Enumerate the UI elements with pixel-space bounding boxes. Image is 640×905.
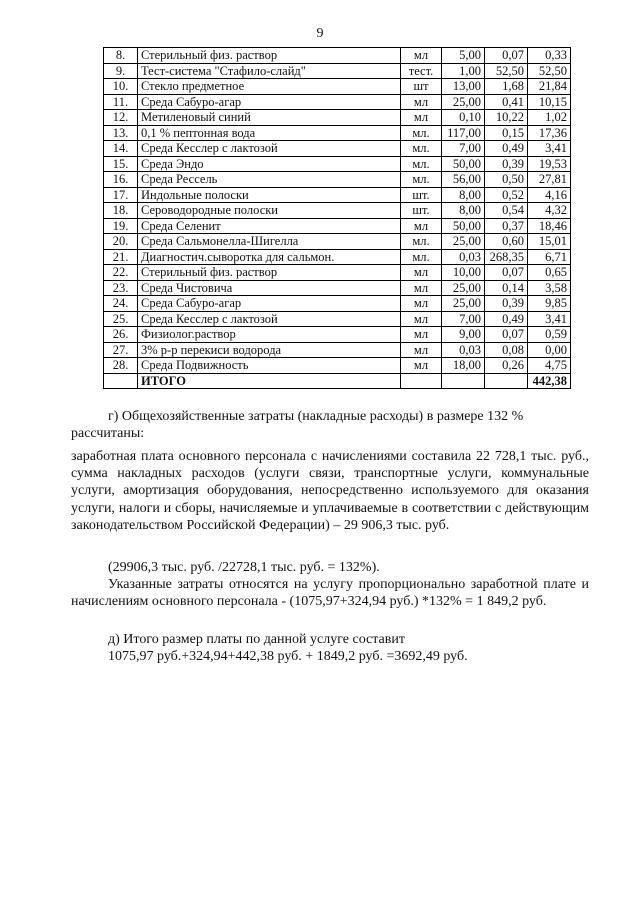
- item-quantity: 25,00: [442, 296, 485, 312]
- item-price: 0,60: [485, 234, 528, 250]
- item-sum: 18,46: [528, 218, 571, 234]
- item-sum: 9,85: [528, 296, 571, 312]
- row-number: 25.: [104, 311, 138, 327]
- item-price: 0,52: [485, 187, 528, 203]
- row-number: 19.: [104, 218, 138, 234]
- item-price: 0,07: [485, 265, 528, 281]
- item-name: 0,1 % пептонная вода: [138, 125, 401, 141]
- item-quantity: 50,00: [442, 218, 485, 234]
- row-number: 15.: [104, 156, 138, 172]
- item-quantity: 1,00: [442, 63, 485, 79]
- item-sum: 0,33: [528, 48, 571, 64]
- table-row: [104, 203, 571, 219]
- item-name: Среда Селенит: [138, 218, 401, 234]
- total-qty-cell: [442, 373, 485, 389]
- item-sum: 3,58: [528, 280, 571, 296]
- item-name: Среда Кесслер с лактозой: [138, 141, 401, 157]
- ratio-text: (29906,3 тыс. руб. /22728,1 тыс. руб. = 132%).: [108, 560, 380, 575]
- item-sum: 10,15: [528, 94, 571, 110]
- table-row: [104, 358, 571, 374]
- item-price: 0,50: [485, 172, 528, 188]
- item-sum: 21,84: [528, 79, 571, 95]
- item-sum: 0,65: [528, 265, 571, 281]
- table-row: [104, 172, 571, 188]
- item-quantity: 50,00: [442, 156, 485, 172]
- salary-text: заработная плата основного персонала с начислениями составила 22 728,1 тыс. руб., сумма накладных расходов (услуги связи, транспортные услуги, коммунальные услуги, амортизация оборудования, непосредственно используемого для оказания услуги, налоги и сборы, начисляемые и уплачиваемые в соответствии с действующим законодательством Российской Федерации) – 29 906,3 тыс. руб.: [71, 449, 589, 533]
- item-price: 268,35: [485, 249, 528, 265]
- item-name: Диагностич.сыворотка для сальмон.: [138, 249, 401, 265]
- item-name: Среда Рессель: [138, 172, 401, 188]
- item-quantity: 0,03: [442, 342, 485, 358]
- item-unit: мл: [401, 342, 442, 358]
- item-quantity: 25,00: [442, 280, 485, 296]
- table-row: [104, 342, 571, 358]
- item-unit: мл.: [401, 125, 442, 141]
- table-row: [104, 218, 571, 234]
- overhead-heading: г) Общехозяйственные затраты (накладные расходы) в размере 132 %: [108, 409, 524, 424]
- ratio-paragraph: [71, 559, 589, 576]
- row-number: 23.: [104, 280, 138, 296]
- row-number: 14.: [104, 141, 138, 157]
- item-name: Сероводородные полоски: [138, 203, 401, 219]
- row-number: 21.: [104, 249, 138, 265]
- row-number: 17.: [104, 187, 138, 203]
- item-price: 0,14: [485, 280, 528, 296]
- item-price: 0,49: [485, 141, 528, 157]
- item-unit: тест.: [401, 63, 442, 79]
- item-sum: 4,32: [528, 203, 571, 219]
- table-row: [104, 141, 571, 157]
- item-quantity: 18,00: [442, 358, 485, 374]
- row-number: 18.: [104, 203, 138, 219]
- item-price: 0,07: [485, 48, 528, 64]
- row-number: 12.: [104, 110, 138, 126]
- allocation-paragraph: [71, 576, 589, 610]
- row-number: 26.: [104, 327, 138, 343]
- item-sum: 17,36: [528, 125, 571, 141]
- item-quantity: 8,00: [442, 203, 485, 219]
- item-unit: мл: [401, 48, 442, 64]
- row-number: 22.: [104, 265, 138, 281]
- item-sum: 52,50: [528, 63, 571, 79]
- page-number: 9: [316, 26, 324, 41]
- item-sum: 19,53: [528, 156, 571, 172]
- item-price: 0,49: [485, 311, 528, 327]
- item-sum: 3,41: [528, 311, 571, 327]
- row-number: 13.: [104, 125, 138, 141]
- table-row: [104, 296, 571, 312]
- total-unit-cell: [401, 373, 442, 389]
- item-quantity: 25,00: [442, 234, 485, 250]
- total-price-cell: [485, 373, 528, 389]
- total-row: [104, 373, 571, 389]
- item-name: Среда Кесслер с лактозой: [138, 311, 401, 327]
- item-unit: шт.: [401, 203, 442, 219]
- item-unit: мл: [401, 311, 442, 327]
- item-unit: мл: [401, 265, 442, 281]
- table-row: [104, 187, 571, 203]
- table-row: [104, 63, 571, 79]
- item-unit: шт: [401, 79, 442, 95]
- item-quantity: 25,00: [442, 94, 485, 110]
- table-row: [104, 234, 571, 250]
- table-row: [104, 125, 571, 141]
- item-price: 1,68: [485, 79, 528, 95]
- item-price: 0,07: [485, 327, 528, 343]
- item-price: 0,26: [485, 358, 528, 374]
- item-unit: мл.: [401, 156, 442, 172]
- item-quantity: 7,00: [442, 311, 485, 327]
- item-unit: мл.: [401, 172, 442, 188]
- item-unit: мл.: [401, 249, 442, 265]
- table-row: [104, 249, 571, 265]
- item-price: 0,37: [485, 218, 528, 234]
- item-quantity: 9,00: [442, 327, 485, 343]
- table-row: [104, 280, 571, 296]
- item-name: 3% р-р перекиси водорода: [138, 342, 401, 358]
- item-name: Стекло предметное: [138, 79, 401, 95]
- item-name: Среда Чистовича: [138, 280, 401, 296]
- item-price: 0,08: [485, 342, 528, 358]
- item-name: Индольные полоски: [138, 187, 401, 203]
- item-price: 10,22: [485, 110, 528, 126]
- table-body: [104, 48, 571, 389]
- item-quantity: 10,00: [442, 265, 485, 281]
- item-sum: 4,75: [528, 358, 571, 374]
- item-name: Тест-система "Стафило-слайд": [138, 63, 401, 79]
- table-row: [104, 327, 571, 343]
- item-price: 0,15: [485, 125, 528, 141]
- item-price: 0,39: [485, 156, 528, 172]
- item-name: Среда Сальмонелла-Шигелла: [138, 234, 401, 250]
- item-sum: 3,41: [528, 141, 571, 157]
- table-row: [104, 48, 571, 64]
- overhead-paragraph: [71, 408, 589, 442]
- total-sum: 442,38: [528, 373, 571, 389]
- item-price: 52,50: [485, 63, 528, 79]
- item-name: Среда Сабуро-агар: [138, 296, 401, 312]
- item-quantity: 13,00: [442, 79, 485, 95]
- row-number: 20.: [104, 234, 138, 250]
- item-price: 0,39: [485, 296, 528, 312]
- item-unit: мл: [401, 280, 442, 296]
- item-name: Метиленовый синий: [138, 110, 401, 126]
- table-row: [104, 156, 571, 172]
- row-number: 16.: [104, 172, 138, 188]
- item-sum: 0,00: [528, 342, 571, 358]
- item-sum: 6,71: [528, 249, 571, 265]
- row-number: 8.: [104, 48, 138, 64]
- total-formula-text: 1075,97 руб.+324,94+442,38 руб. + 1849,2 руб. =3692,49 руб.: [108, 649, 468, 664]
- item-name: Среда Сабуро-агар: [138, 94, 401, 110]
- table-row: [104, 265, 571, 281]
- total-formula-paragraph: [71, 648, 589, 665]
- item-name: Физиолог.раствор: [138, 327, 401, 343]
- item-quantity: 117,00: [442, 125, 485, 141]
- overhead-heading-cont: рассчитаны:: [71, 426, 145, 442]
- item-sum: 27,81: [528, 172, 571, 188]
- item-unit: шт.: [401, 187, 442, 203]
- row-number: 27.: [104, 342, 138, 358]
- total-heading-paragraph: [71, 631, 589, 648]
- table-row: [104, 94, 571, 110]
- item-sum: 1,02: [528, 110, 571, 126]
- item-quantity: 56,00: [442, 172, 485, 188]
- item-unit: мл: [401, 358, 442, 374]
- item-price: 0,54: [485, 203, 528, 219]
- item-quantity: 5,00: [442, 48, 485, 64]
- item-name: Стерильный физ. раствор: [138, 48, 401, 64]
- salary-paragraph: [71, 448, 589, 534]
- row-number: 28.: [104, 358, 138, 374]
- table-row: [104, 79, 571, 95]
- row-number: 11.: [104, 94, 138, 110]
- item-sum: 0,59: [528, 327, 571, 343]
- item-quantity: 7,00: [442, 141, 485, 157]
- item-unit: мл.: [401, 234, 442, 250]
- item-unit: мл: [401, 94, 442, 110]
- table-row: [104, 311, 571, 327]
- item-name: Среда Эндо: [138, 156, 401, 172]
- total-heading-text: д) Итого размер платы по данной услуге составит: [108, 632, 405, 647]
- item-unit: мл.: [401, 141, 442, 157]
- item-name: Стерильный физ. раствор: [138, 265, 401, 281]
- item-unit: мл: [401, 327, 442, 343]
- total-label: ИТОГО: [138, 373, 401, 389]
- item-sum: 4,16: [528, 187, 571, 203]
- item-name: Среда Подвижность: [138, 358, 401, 374]
- item-quantity: 0,10: [442, 110, 485, 126]
- item-quantity: 8,00: [442, 187, 485, 203]
- row-number: 24.: [104, 296, 138, 312]
- row-number: 9.: [104, 63, 138, 79]
- item-unit: мл: [401, 110, 442, 126]
- item-quantity: 0,03: [442, 249, 485, 265]
- allocation-text: Указанные затраты относятся на услугу пропорционально заработной плате и начислениям основного персонала - (1075,97+324,94 руб.) *132% = 1 849,2 руб.: [71, 577, 589, 610]
- item-price: 0,41: [485, 94, 528, 110]
- item-sum: 15,01: [528, 234, 571, 250]
- item-unit: мл: [401, 296, 442, 312]
- item-unit: мл: [401, 218, 442, 234]
- cost-table: [103, 47, 571, 389]
- table-row: [104, 110, 571, 126]
- row-number: 10.: [104, 79, 138, 95]
- total-num-cell: [104, 373, 138, 389]
